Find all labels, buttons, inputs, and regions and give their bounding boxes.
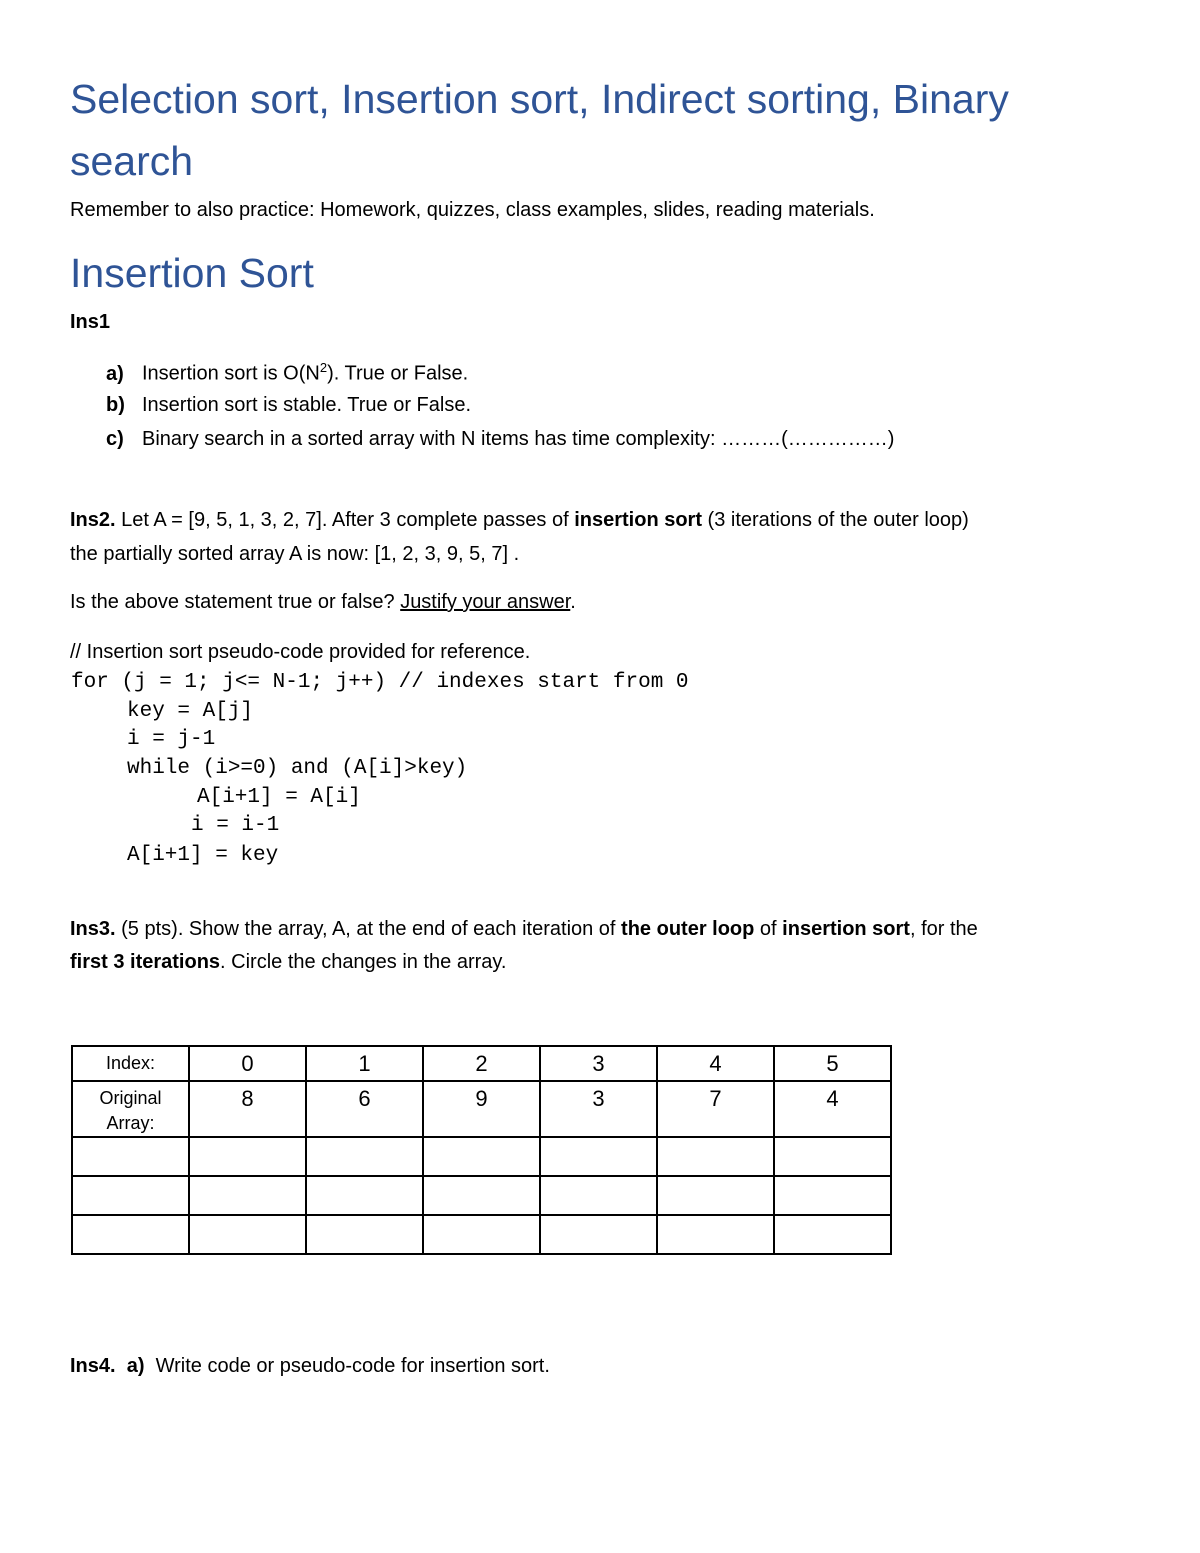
table-row-original bbox=[72, 1081, 891, 1137]
index-cell-1: 1 bbox=[306, 1046, 423, 1081]
code-comment: // Insertion sort pseudo-code provided for reference. bbox=[70, 641, 531, 663]
code-line-7: A[i+1] = key bbox=[127, 844, 279, 867]
empty-cell[interactable] bbox=[423, 1137, 540, 1176]
ins2-line1-a: Let A = [9, 5, 1, 3, 2, 7]. After 3 complete passes of bbox=[115, 509, 575, 531]
document-title-line-2: search bbox=[70, 138, 194, 184]
empty-cell[interactable] bbox=[72, 1215, 189, 1254]
index-cell-4: 4 bbox=[657, 1046, 774, 1081]
code-line-1: for (j = 1; j<= N-1; j++) // indexes start from 0 bbox=[71, 671, 689, 694]
index-cell-3: 3 bbox=[540, 1046, 657, 1081]
table-row-iteration-1 bbox=[72, 1137, 891, 1176]
ins3-t1: (5 pts). Show the array, A, at the end of each iteration of bbox=[115, 918, 622, 940]
empty-cell[interactable] bbox=[306, 1176, 423, 1215]
ins1-label: Ins1 bbox=[70, 311, 111, 333]
value-cell-1: 6 bbox=[306, 1081, 423, 1137]
ins3-b2: insertion sort bbox=[782, 918, 910, 940]
empty-cell[interactable] bbox=[189, 1176, 306, 1215]
document-title-line-1: Selection sort, Insertion sort, Indirect sorting, Binary bbox=[70, 76, 1009, 122]
code-line-5: A[i+1] = A[i] bbox=[197, 786, 361, 809]
ins2-question-text: Is the above statement true or false? bbox=[70, 591, 401, 613]
empty-cell[interactable] bbox=[189, 1215, 306, 1254]
value-cell-3: 3 bbox=[540, 1081, 657, 1137]
code-line-6: i = i-1 bbox=[191, 814, 280, 837]
table-row-iteration-2 bbox=[72, 1176, 891, 1215]
ins3-b1: the outer loop bbox=[621, 918, 755, 940]
index-cell-2: 2 bbox=[423, 1046, 540, 1081]
empty-cell[interactable] bbox=[540, 1215, 657, 1254]
empty-cell[interactable] bbox=[774, 1176, 891, 1215]
code-line-4: while (i>=0) and (A[i]>key) bbox=[127, 757, 468, 780]
ins2-line1-bold: insertion sort bbox=[574, 509, 702, 531]
original-label-line-2: Array: bbox=[106, 1113, 155, 1133]
table-row-index bbox=[72, 1046, 891, 1081]
ins3-t3: , for the bbox=[909, 918, 978, 940]
ins4-label: Ins4. bbox=[70, 1355, 116, 1377]
code-line-2: key = A[j] bbox=[127, 700, 254, 723]
empty-cell[interactable] bbox=[72, 1137, 189, 1176]
empty-cell[interactable] bbox=[189, 1137, 306, 1176]
ins1-item-b-text: Insertion sort is stable. True or False. bbox=[142, 394, 472, 416]
ins3-t2: of bbox=[754, 918, 783, 940]
empty-cell[interactable] bbox=[657, 1137, 774, 1176]
table-row-iteration-3 bbox=[72, 1215, 891, 1254]
empty-cell[interactable] bbox=[540, 1137, 657, 1176]
empty-cell[interactable] bbox=[774, 1137, 891, 1176]
empty-cell[interactable] bbox=[306, 1137, 423, 1176]
index-label: Index: bbox=[72, 1046, 189, 1081]
ins2-question bbox=[70, 591, 576, 614]
ins3-line-1 bbox=[70, 918, 978, 941]
index-cell-5: 5 bbox=[774, 1046, 891, 1081]
value-cell-0: 8 bbox=[189, 1081, 306, 1137]
ins1-item-c-letter: c) bbox=[106, 428, 124, 450]
value-cell-4: 7 bbox=[657, 1081, 774, 1137]
ins1-item-a-letter: a) bbox=[106, 362, 124, 385]
ins1-item-b bbox=[106, 394, 471, 417]
empty-cell[interactable] bbox=[72, 1176, 189, 1215]
ins2-line-2: the partially sorted array A is now: [1, 2, 3, 9, 5, 7] . bbox=[70, 543, 520, 565]
empty-cell[interactable] bbox=[657, 1215, 774, 1254]
original-array-label bbox=[72, 1081, 189, 1137]
empty-cell[interactable] bbox=[657, 1176, 774, 1215]
ins3-line-2 bbox=[70, 951, 506, 974]
empty-cell[interactable] bbox=[423, 1176, 540, 1215]
ins4-letter: a) bbox=[126, 1355, 145, 1377]
section-heading: Insertion Sort bbox=[70, 250, 314, 296]
ins4-text: Write code or pseudo-code for insertion sort. bbox=[155, 1355, 550, 1377]
ins1-item-b-letter: b) bbox=[106, 394, 125, 416]
value-cell-2: 9 bbox=[423, 1081, 540, 1137]
empty-cell[interactable] bbox=[540, 1176, 657, 1215]
ins1-item-a-text-before: Insertion sort is O(N bbox=[142, 362, 320, 385]
value-cell-5: 4 bbox=[774, 1081, 891, 1137]
code-line-3: i = j-1 bbox=[127, 728, 216, 751]
ins3-b3: first 3 iterations bbox=[70, 951, 221, 973]
ins2-line-1 bbox=[70, 509, 969, 532]
empty-cell[interactable] bbox=[774, 1215, 891, 1254]
empty-cell[interactable] bbox=[423, 1215, 540, 1254]
empty-cell[interactable] bbox=[306, 1215, 423, 1254]
ins3-t4: . Circle the changes in the array. bbox=[220, 951, 507, 973]
ins2-label: Ins2. bbox=[70, 509, 116, 531]
ins1-item-a-sup: 2 bbox=[319, 360, 328, 375]
ins4-line bbox=[70, 1355, 550, 1378]
original-label-line-1: Original bbox=[99, 1088, 162, 1108]
array-table bbox=[71, 1045, 892, 1255]
ins2-line1-b: (3 iterations of the outer loop) bbox=[702, 509, 969, 531]
reminder-text: Remember to also practice: Homework, quizzes, class examples, slides, reading materials. bbox=[70, 199, 875, 221]
ins1-item-a-text-after: ). True or False. bbox=[327, 362, 469, 385]
ins1-item-a bbox=[106, 360, 468, 386]
ins2-justify-text: Justify your answer bbox=[400, 591, 571, 613]
ins2-question-end: . bbox=[570, 591, 576, 613]
index-cell-0: 0 bbox=[189, 1046, 306, 1081]
ins3-label: Ins3. bbox=[70, 918, 116, 940]
ins1-item-c bbox=[106, 428, 894, 451]
ins1-item-c-text: Binary search in a sorted array with N items has time complexity: ………(……………) bbox=[142, 428, 895, 450]
